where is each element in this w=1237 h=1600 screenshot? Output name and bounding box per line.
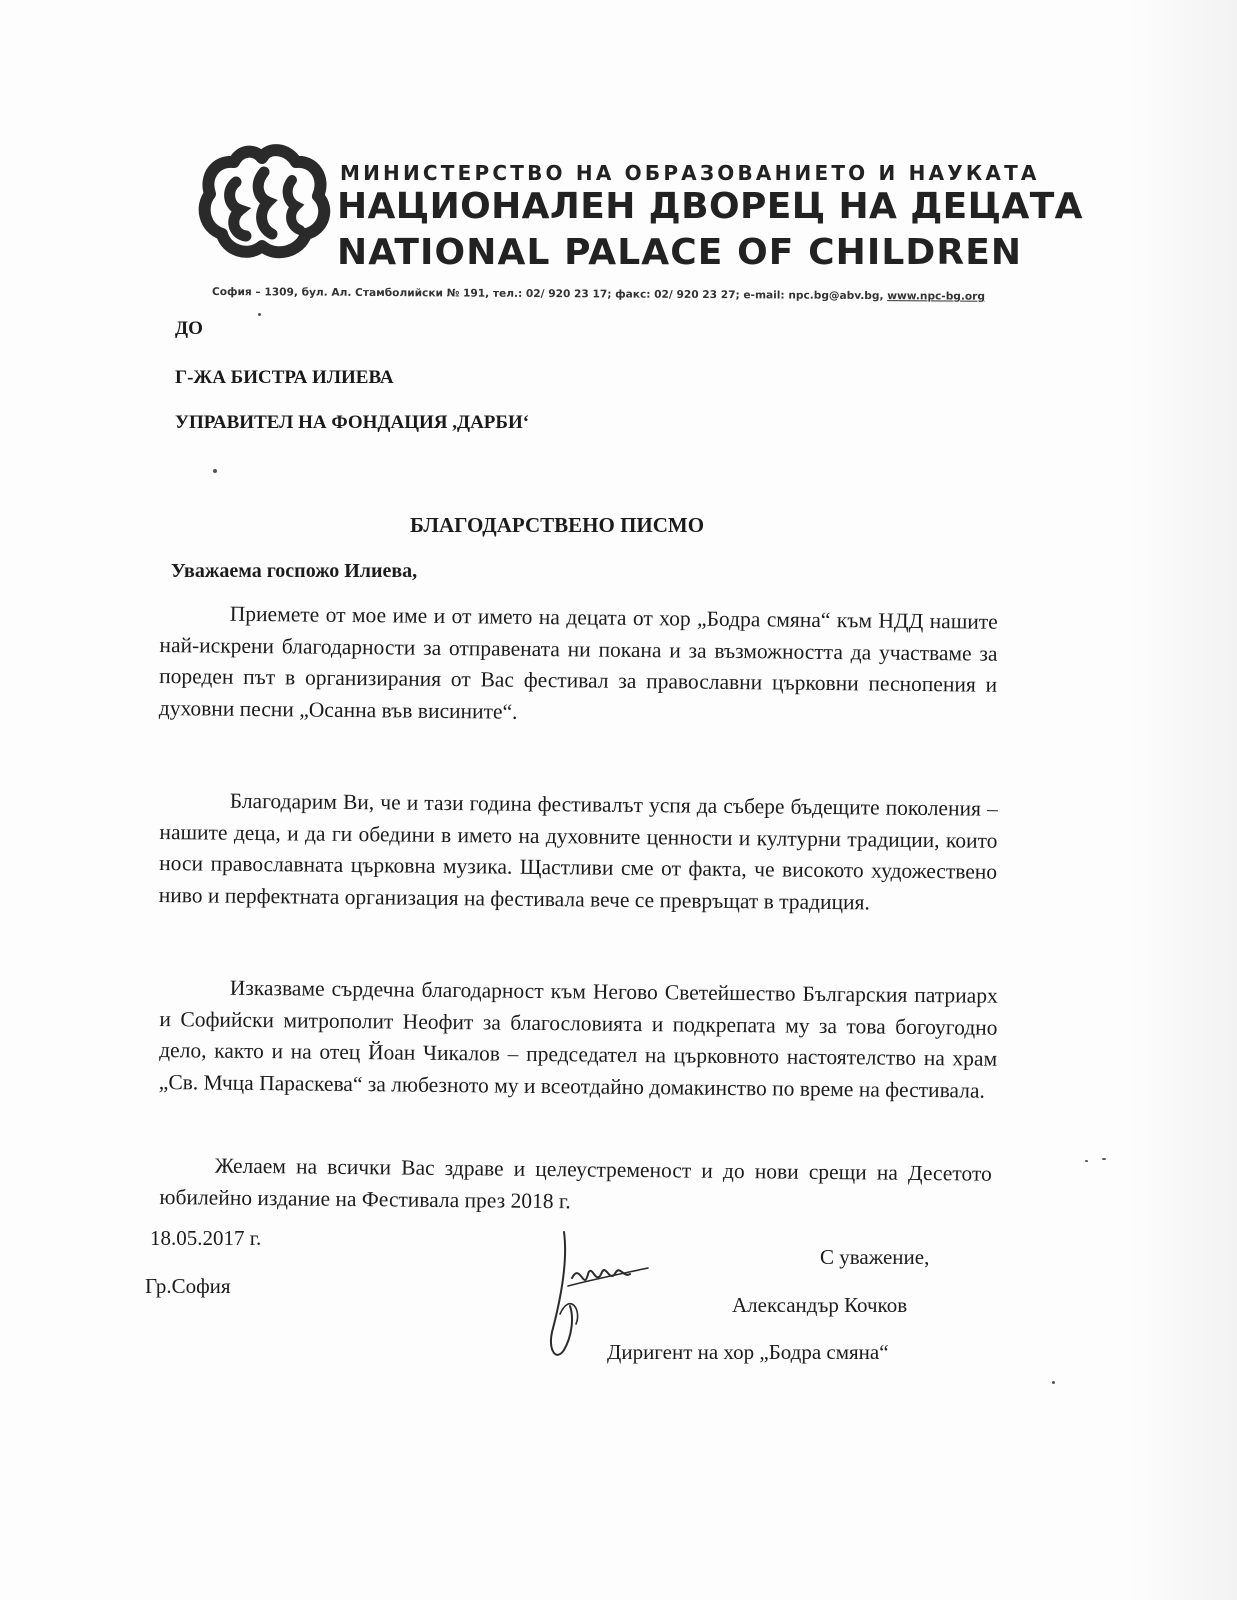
recipient-name: Г-ЖА БИСТРА ИЛИЕВА	[175, 367, 394, 388]
scan-speck	[213, 469, 217, 473]
organization-name-bg: НАЦИОНАЛЕН ДВОРЕЦ НА ДЕЦАТА	[337, 186, 1083, 227]
ministry-heading: МИНИСТЕРСТВО НА ОБРАЗОВАНИЕТО И НАУКАТА	[340, 161, 1040, 185]
letter-city: Гр.София	[145, 1274, 231, 1298]
paragraph-3: Изказваме сърдечна благодарност към Негово Светейшество Българския патриарх и Софийски митрополит Неофит за благословията и подкрепата му за това богоугодно дело, както и на отец Йоан Чикалов – председател на църковното настоятелство на храм „Св. Мчца Параскева“ за любезното му и всеотдайно домакинство по време на фестивала.	[158, 975, 998, 1103]
address-text: София – 1309, бул. Ал. Стамболийски № 191, тел.: 02/ 920 23 17; факс: 02/ 920 23 27; e-mail: npc.bg@abv.bg,	[211, 286, 888, 303]
signer-name: Александър Кочков	[732, 1293, 908, 1317]
signer-role: Диригент на хор „Бодра смяна“	[607, 1340, 889, 1364]
salutation: Уважаема госпожо Илиева,	[171, 560, 418, 582]
palace-logo-icon	[196, 142, 336, 264]
letter-title: БЛАГОДАРСТВЕНО ПИСМО	[410, 513, 705, 537]
paragraph-1: Приемете от мое име и от името на децата от хор „Бодра смяна“ към НДД нашите най-искрени благодарности за отправената ни покана и за възможността да участваме за пореден път в организирания от Вас фестивал за православни църковни песнопения и духовни песни „Осанна във висините“.	[158, 601, 998, 724]
scan-speck	[1102, 1158, 1106, 1160]
scan-speck	[258, 313, 261, 316]
closing-phrase: С уважение,	[820, 1245, 930, 1269]
letter-date: 18.05.2017 г.	[150, 1226, 262, 1250]
scan-shadow	[1127, 0, 1237, 1600]
organization-name-en: NATIONAL PALACE OF CHILDREN	[337, 232, 1023, 273]
website-link: www.npc-bg.org	[887, 290, 986, 303]
recipient-title: УПРАВИТЕЛ НА ФОНДАЦИЯ ,ДАРБИ‘	[175, 412, 530, 433]
paragraph-2: Благодарим Ви, че и тази година фестивалът успя да събере бъдещите поколения – нашите деца, и да ги обедини в името на духовните ценности и културни традиции, които носи православната църковна музика. Щастливи сме от факта, че високото художествено ниво и перфектната организация на фестивала вече се превръщат в традиция.	[158, 788, 998, 914]
scan-speck	[1052, 1381, 1055, 1384]
scan-speck	[1085, 1160, 1088, 1162]
letterhead-address	[212, 286, 985, 303]
recipient-to: ДО	[175, 318, 203, 339]
paragraph-4: Желаем на всички Вас здраве и целеустременост и до нови срещи на Десетото юбилейно издание на Фестивала през 2018 г.	[159, 1153, 992, 1213]
